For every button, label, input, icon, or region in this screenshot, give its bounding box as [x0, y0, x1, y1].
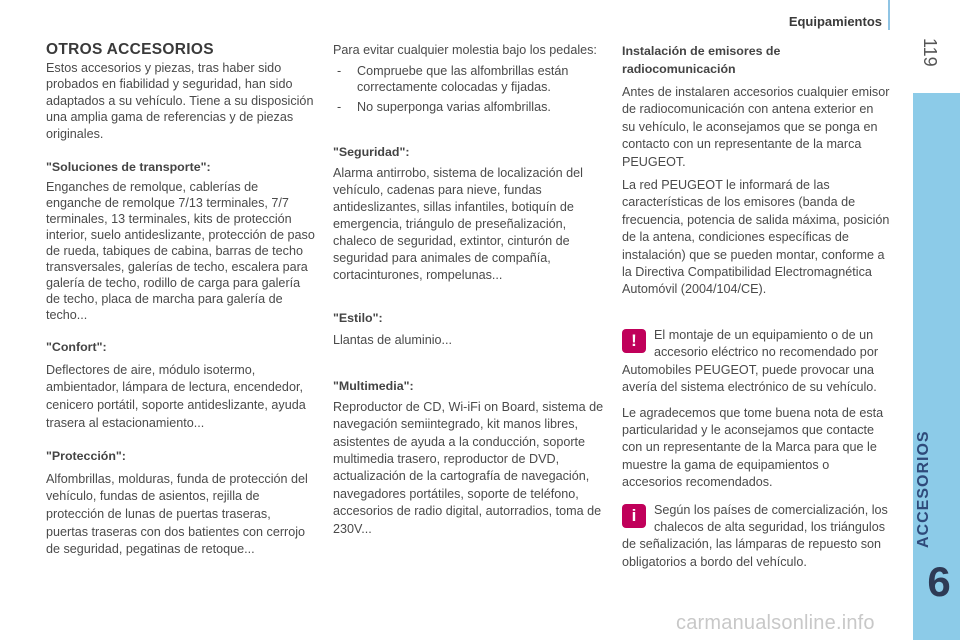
warning-callout: [622, 327, 890, 397]
comfort-heading: "Confort":: [46, 340, 107, 355]
list-item: - Compruebe que las alfombrillas están correctamente colocadas y fijadas.: [337, 63, 569, 95]
transport-heading: "Soluciones de transporte":: [46, 159, 211, 174]
column-3: [622, 42, 890, 571]
info-callout: [622, 502, 890, 572]
header-title: Equipamientos: [788, 14, 882, 29]
thanks-text: Le agradecemos que tome buena nota de esta particularidad y le aconsejamos que contacte con un representante de la Marca para que le muestre la gama de equipamientos o accesorios recomendados.: [622, 405, 884, 490]
radio-text-1: Antes de instalaren accesorios cualquier emisor de radiocomunicación con antena exterior en su vehículo, le aconsejamos que se ponga en contacto con un representante de la marca PEUGEOT.: [622, 85, 890, 169]
warning-text: El montaje de un equipamiento o de un accesorio eléctrico no recomendado por Automobiles PEUGEOT, puede provocar una avería del sistema electrónico de su vehículo.: [622, 327, 879, 395]
list-item: - No superponga varias alfombrillas.: [337, 99, 551, 114]
protection-heading: "Protección":: [46, 449, 126, 464]
page-number: 119: [920, 38, 940, 67]
watermark: carmanualsonline.info: [676, 612, 875, 634]
radio-heading: Instalación de emisores de radiocomunicación: [622, 44, 781, 76]
intro-paragraph: Estos accesorios y piezas, tras haber sido probados en fiabilidad y seguridad, han sido adaptados a su vehículo. Tiene a su disposición una amplia gama de referencias y de piezas originales.: [46, 60, 314, 141]
transport-text: Enganches de remolque, cablerías de enganche de remolque 7/13 terminales, 7/7 terminales, 13 terminales, kits de protección interior, suelo antideslizante, protección de paso de rueda, tabiques de cabina, barras de techo transversales, galerías de techo, escalera para galería de techo, rodillo de carga para galería de techo, placa de marcha para galería de techo...: [46, 180, 315, 323]
style-text: Llantas de aluminio...: [333, 332, 453, 347]
warning-icon: !: [622, 329, 646, 353]
protection-text: Alfombrillas, molduras, funda de protección del vehículo, fundas de asientos, rejilla de protección de lunas de puertas traseras, puertas traseras con dos batientes con cerrojo de seguridad, pegatinas de retoque...: [46, 471, 308, 557]
info-icon: i: [622, 504, 646, 528]
column-1: [46, 42, 316, 559]
comfort-text: Deflectores de aire, módulo isotermo, ambientador, lámpara de lectura, encendedor, cenicero portátil, soporte antideslizante, ayuda trasera al estacionamiento...: [46, 362, 306, 430]
header-divider: [888, 0, 890, 30]
info-text: Según los países de comercialización, los chalecos de alta seguridad, los triángulos de señalización, las lámparas de repuesto son obligatorios a bordo del vehículo.: [622, 502, 888, 569]
chapter-label: ACCESORIOS: [915, 430, 932, 548]
multimedia-text: Reproductor de CD, Wi-iFi on Board, sistema de navegación semiintegrado, kit manos libres, asistentes de ayuda a la conducción, soporte multimedia trasero, reproductor de DVD, actualización de la cartografía de navegación, navegadores portátiles, soporte de teléfono, accesorios de radio digital, autorradios, toma de 230V...: [333, 399, 604, 536]
chapter-number: 6: [927, 558, 951, 605]
security-text: Alarma antirrobo, sistema de localización del vehículo, cadenas para nieve, fundas antideslizantes, sillas infantiles, botiquín de emergencia, triángulo de preseñalización, chaleco de seguridad, extintor, cinturón de seguridad para animales de compañía, cortacinturones, rompelunas...: [333, 165, 583, 282]
column-2: [333, 42, 605, 538]
style-heading: "Estilo":: [333, 310, 383, 325]
multimedia-heading: "Multimedia":: [333, 379, 414, 394]
pedals-list: [333, 63, 605, 116]
section-title: OTROS ACCESORIOS: [46, 41, 214, 58]
radio-text-2: La red PEUGEOT le informará de las características de los emisores (banda de frecuencia, potencia de salida máxima, posición de la antena, condiciones específicas de instalación) que se pueden montar, conforme a la Directiva Compatibilidad Electromagnética Automóvil (2004/104/CE).: [622, 178, 890, 297]
pedals-intro: Para evitar cualquier molestia bajo los pedales:: [333, 43, 597, 57]
security-heading: "Seguridad":: [333, 145, 410, 160]
